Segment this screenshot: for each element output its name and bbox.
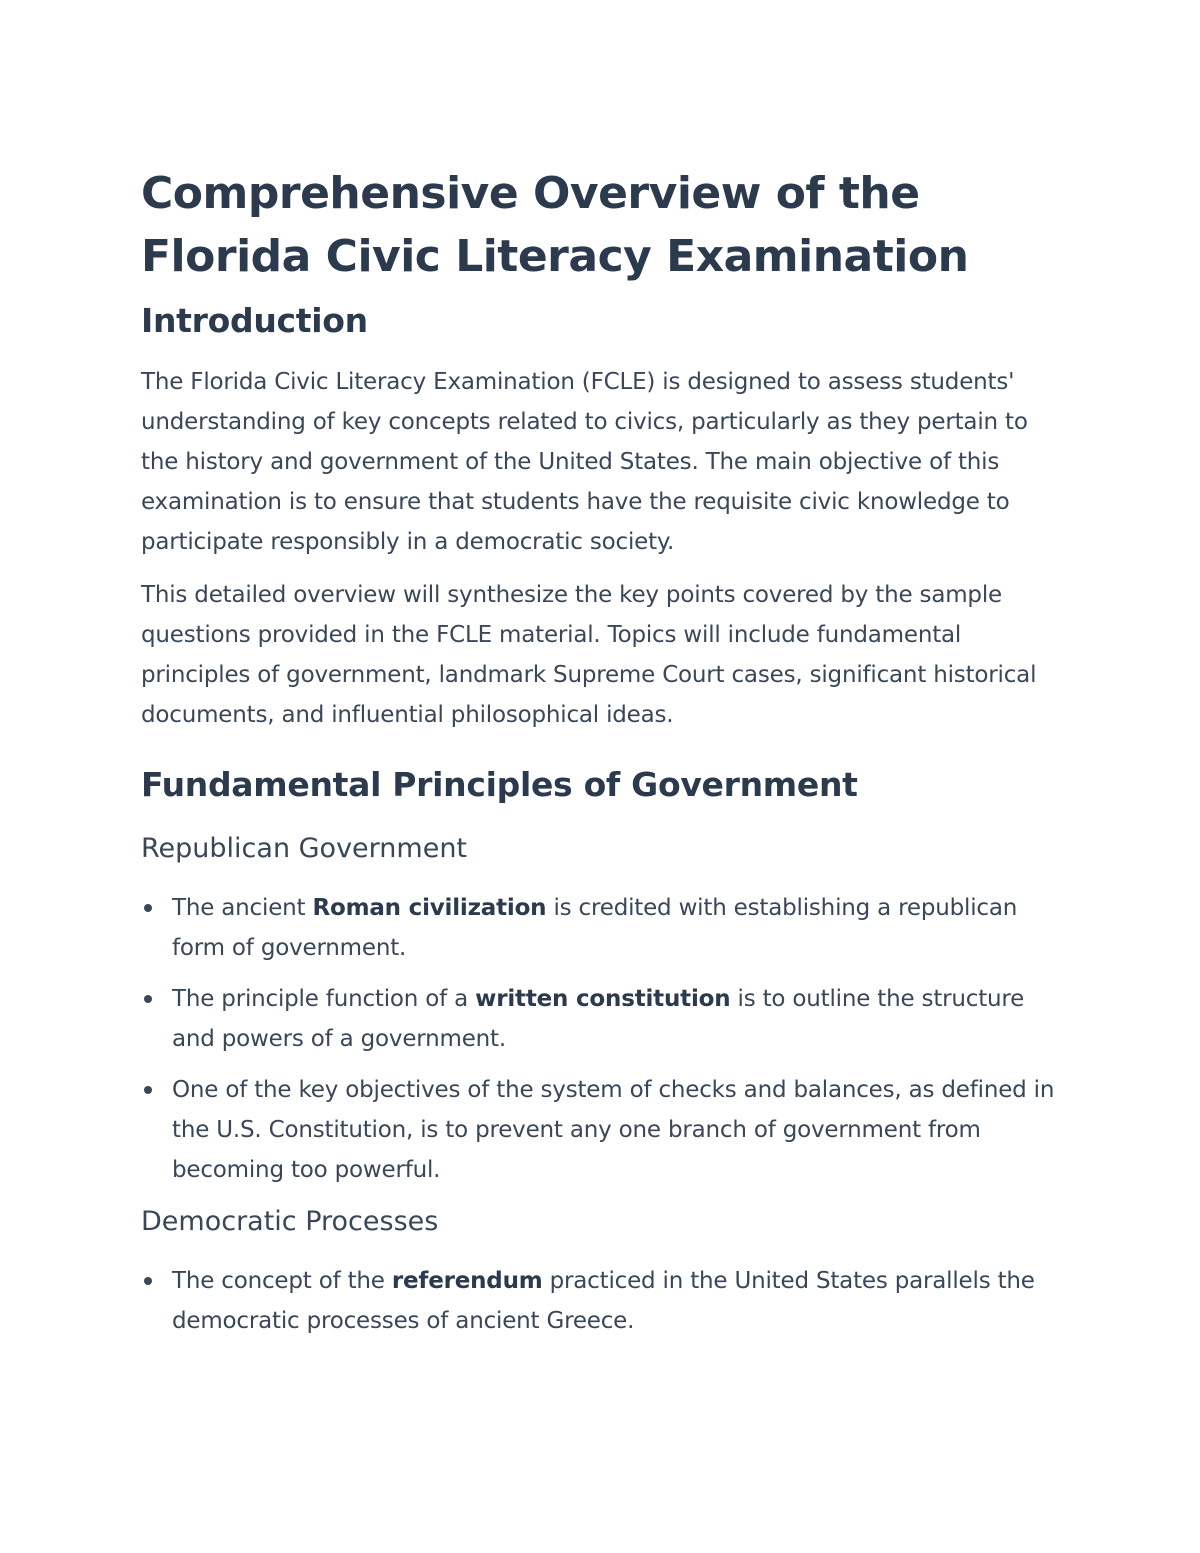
item-text: The ancient	[172, 895, 313, 921]
item-text: The principle function of a	[172, 986, 476, 1012]
item-text: is credited with establishing a republican form of government.	[172, 895, 1018, 961]
item-text: The concept of the	[172, 1268, 392, 1294]
bullet-icon	[144, 995, 152, 1003]
republican-government-list	[141, 888, 1061, 1190]
list-item	[141, 979, 1061, 1059]
item-text: is to outline the structure and powers of a government.	[172, 986, 1025, 1052]
introduction-paragraph: The Florida Civic Literacy Examination (FCLE) is designed to assess students' understanding of key concepts related to civics, particularly as they pertain to the history and government of the United States. The main objective of this examination is to ensure that students have the requisite civic knowledge to participate responsibly in a democratic society.	[141, 369, 1028, 555]
item-bold-term: referendum	[391, 1268, 543, 1294]
document-page	[141, 162, 1061, 1352]
item-bold-term: written constitution	[475, 986, 731, 1012]
democratic-processes-heading: Democratic Processes	[141, 1206, 439, 1237]
item-bold-term: Roman civilization	[312, 895, 547, 921]
fundamental-principles-heading: Fundamental Principles of Government	[141, 765, 858, 804]
introduction-heading: Introduction	[141, 301, 368, 340]
list-item	[141, 1070, 1061, 1190]
item-text: One of the key objectives of the system of checks and balances, as defined in the U.S. Constitution, is to prevent any one branch of government from becoming too powerful.	[172, 1077, 1055, 1183]
list-item	[141, 1261, 1061, 1341]
bullet-icon	[144, 1277, 152, 1285]
document-title: Comprehensive Overview of the Florida Civic Literacy Examination	[141, 168, 969, 282]
item-text: practiced in the United States parallels the democratic processes of ancient Greece.	[172, 1268, 1035, 1334]
list-item	[141, 888, 1061, 968]
bullet-icon	[144, 904, 152, 912]
bullet-icon	[144, 1086, 152, 1094]
democratic-processes-list	[141, 1261, 1061, 1341]
introduction-paragraph: This detailed overview will synthesize the key points covered by the sample questions provided in the FCLE material. Topics will include fundamental principles of government, landmark Supreme Court cases, significant historical documents, and influential philosophical ideas.	[141, 582, 1037, 728]
republican-government-heading: Republican Government	[141, 833, 468, 864]
